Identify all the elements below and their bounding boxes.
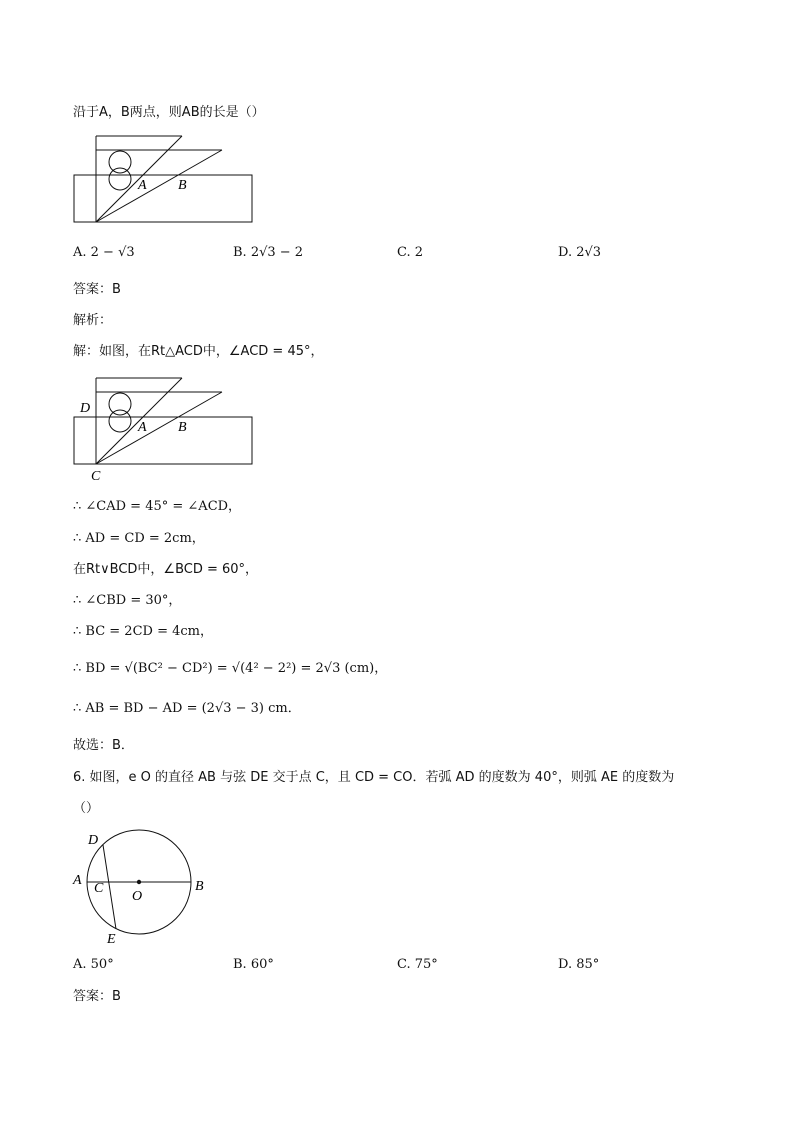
q5-step-7: ∴ BD = √(BC² − CD²) = √(4² − 2²) = 2√3 (cm)， — [73, 661, 388, 676]
q5-option-c: C. 2 — [397, 245, 424, 260]
q5-option-d: D. 2√3 — [558, 245, 602, 260]
q5-analysis-label: 解析： — [73, 313, 113, 328]
q6-stem-line-1: 6. 如图，e O 的直径 AB 与弦 DE 交于点 C，且 CD = CO．若弧 AD 的度数为 40°，则弧 AE 的度数为 — [73, 770, 675, 785]
fig2-label-a: A — [138, 420, 147, 435]
fig2-label-b: B — [178, 420, 187, 435]
fig3-label-a: A — [73, 873, 82, 888]
q6-option-c: C. 75° — [397, 957, 438, 972]
fig3-label-o: O — [132, 889, 143, 904]
fig2-label-c: C — [91, 469, 101, 484]
fig1-label-a: A — [138, 178, 147, 193]
q5-step-3: ∴ AD = CD = 2cm， — [73, 531, 205, 546]
fig2-label-d: D — [80, 401, 91, 416]
q6-option-a: A. 50° — [73, 957, 114, 972]
q6-answer: 答案：B — [73, 989, 121, 1004]
q5-option-b: B. 2√3 − 2 — [233, 245, 304, 260]
q5-answer: 答案：B — [73, 282, 121, 297]
fig1-label-b: B — [178, 178, 187, 193]
q5-stem: 沿于A，B两点，则AB的长是（） — [73, 105, 265, 120]
q5-step-2: ∴ ∠CAD = 45° = ∠ACD， — [73, 499, 242, 514]
q5-figure-2 — [70, 374, 270, 484]
q5-step-5: ∴ ∠CBD = 30°， — [73, 593, 182, 608]
q6-option-d: D. 85° — [558, 957, 600, 972]
q5-step-4: 在Rt∨BCD中，∠BCD = 60°， — [73, 562, 259, 577]
fig3-label-d: D — [88, 833, 99, 848]
q5-figure-1 — [70, 132, 270, 232]
q5-step-9: 故选：B． — [73, 738, 134, 753]
q6-stem-line-2: （） — [73, 801, 100, 816]
fig3-label-b: B — [195, 879, 204, 894]
q5-step-1: 解：如图，在Rt△ACD中，∠ACD = 45°， — [73, 344, 324, 359]
q5-step-6: ∴ BC = 2CD = 4cm， — [73, 624, 213, 639]
fig3-label-c: C — [94, 881, 104, 896]
q6-circle-figure — [70, 830, 230, 950]
q5-option-a: A. 2 − √3 — [73, 245, 135, 260]
q5-step-8: ∴ AB = BD − AD = (2√3 − 3) cm． — [73, 701, 301, 716]
q6-option-b: B. 60° — [233, 957, 274, 972]
fig3-label-e: E — [107, 932, 116, 947]
